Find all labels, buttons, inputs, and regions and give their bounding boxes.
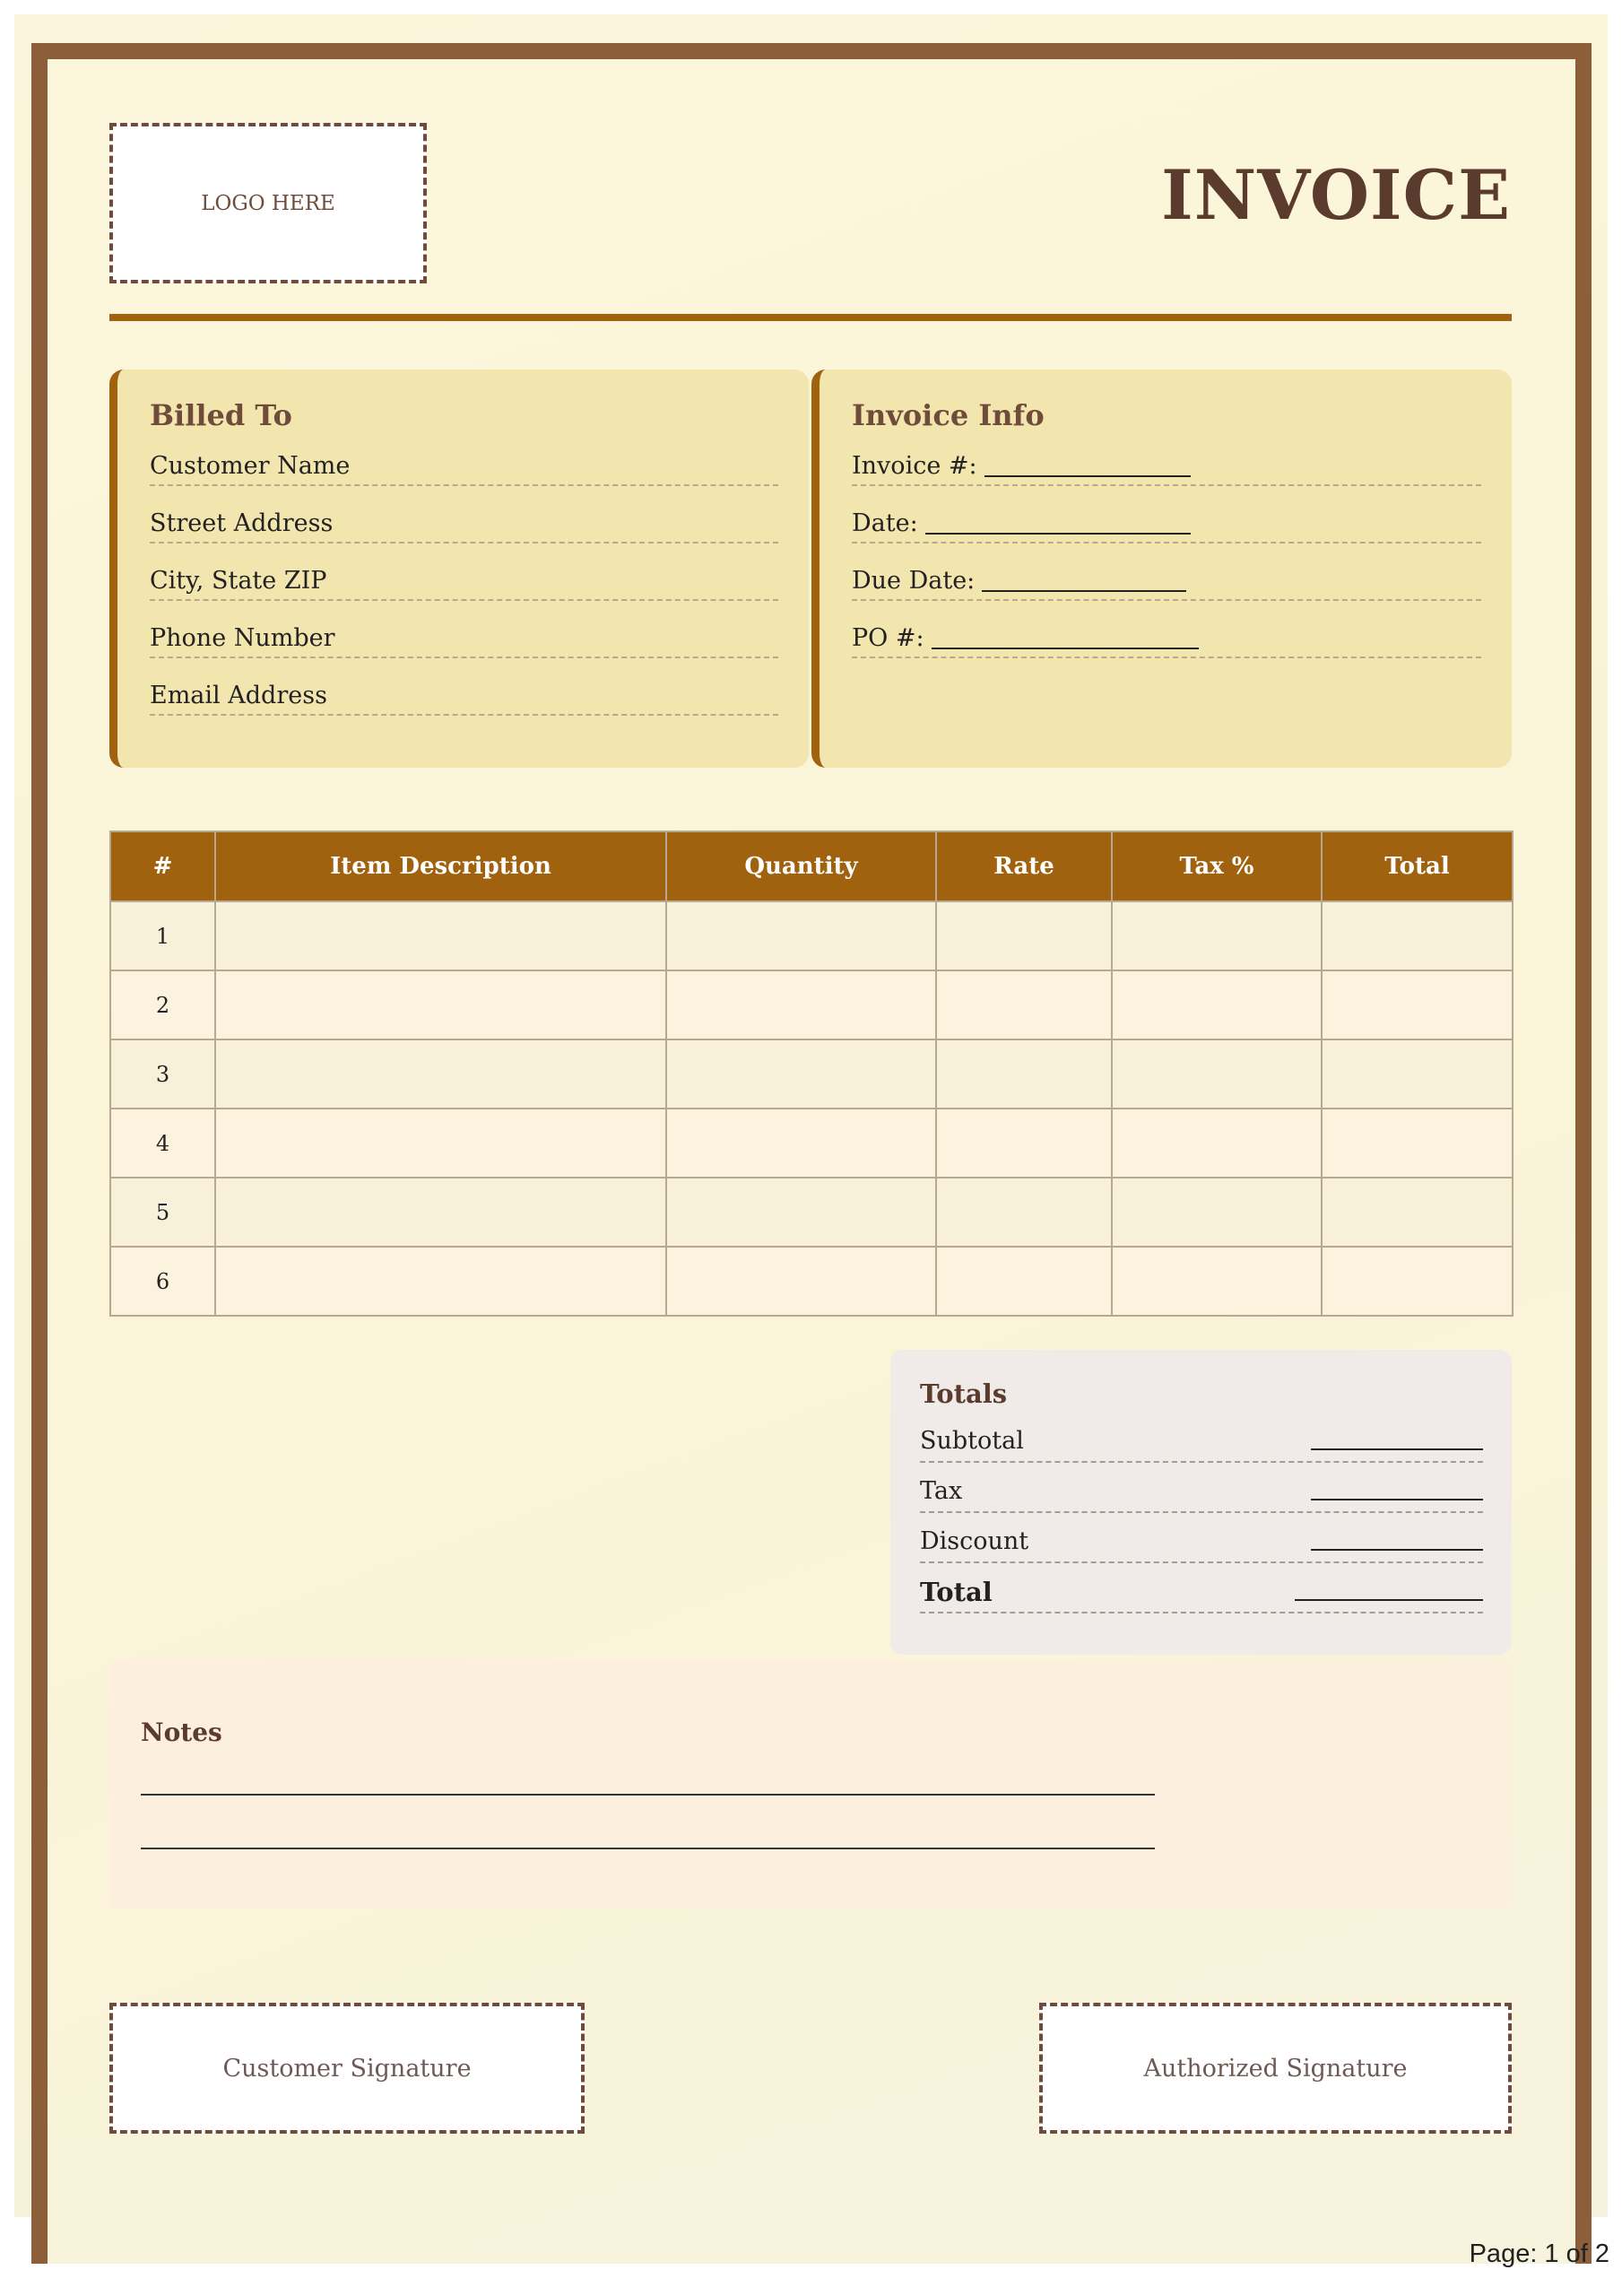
table-row: [110, 1247, 1513, 1316]
billed-to-heading: Billed To: [150, 398, 292, 432]
column-header-quantity: Quantity: [666, 831, 936, 901]
totals-heading: Totals: [920, 1378, 1008, 1409]
logo-placeholder[interactable]: [109, 123, 427, 283]
row-number: 5: [110, 1178, 215, 1247]
subtotal-blank[interactable]: [1311, 1448, 1483, 1450]
rate-cell[interactable]: [936, 1247, 1112, 1316]
tax-cell[interactable]: [1112, 1247, 1322, 1316]
quantity-cell[interactable]: [666, 901, 936, 970]
totals-panel: [890, 1350, 1512, 1655]
table-row: [110, 1109, 1513, 1178]
description-cell[interactable]: [215, 1109, 666, 1178]
tax-cell[interactable]: [1112, 970, 1322, 1039]
quantity-cell[interactable]: [666, 1178, 936, 1247]
description-cell[interactable]: [215, 970, 666, 1039]
row-number: 2: [110, 970, 215, 1039]
column-header-rate: Rate: [936, 831, 1112, 901]
subtotal-row: [920, 1422, 1483, 1463]
po-number-field[interactable]: [852, 621, 1481, 658]
due-date-field[interactable]: [852, 563, 1481, 601]
quantity-cell[interactable]: [666, 970, 936, 1039]
header-divider: [109, 314, 1512, 321]
column-header-description: Item Description: [215, 831, 666, 901]
email-address-field[interactable]: Email Address: [150, 678, 778, 716]
grand-total-row: [920, 1572, 1483, 1613]
quantity-cell[interactable]: [666, 1039, 936, 1109]
notes-section: [109, 1659, 1512, 1909]
logo-placeholder-text: LOGO HERE: [201, 191, 335, 215]
street-address-field[interactable]: Street Address: [150, 506, 778, 544]
invoice-info-panel: [811, 370, 1512, 768]
total-cell[interactable]: [1322, 901, 1513, 970]
description-cell[interactable]: [215, 1039, 666, 1109]
due-date-label: Due Date:: [852, 567, 976, 595]
discount-label: Discount: [920, 1527, 1029, 1555]
discount-row: [920, 1522, 1483, 1563]
rate-cell[interactable]: [936, 901, 1112, 970]
table-row: [110, 1039, 1513, 1109]
tax-cell[interactable]: [1112, 901, 1322, 970]
total-cell[interactable]: [1322, 1039, 1513, 1109]
tax-cell[interactable]: [1112, 1178, 1322, 1247]
po-number-label: PO #:: [852, 624, 924, 652]
invoice-number-label: Invoice #:: [852, 452, 977, 480]
quantity-cell[interactable]: [666, 1247, 936, 1316]
notes-heading: Notes: [141, 1718, 222, 1747]
page-number: Page: 1 of 2: [1469, 2239, 1609, 2268]
date-label: Date:: [852, 509, 918, 537]
due-date-blank[interactable]: [982, 563, 1186, 592]
row-number: 6: [110, 1247, 215, 1316]
table-row: [110, 1178, 1513, 1247]
city-state-zip-field[interactable]: City, State ZIP: [150, 563, 778, 601]
rate-cell[interactable]: [936, 970, 1112, 1039]
tax-label: Tax: [920, 1477, 963, 1505]
description-cell[interactable]: [215, 1247, 666, 1316]
customer-signature-box[interactable]: [109, 2003, 585, 2134]
total-blank[interactable]: [1295, 1599, 1483, 1601]
tax-cell[interactable]: [1112, 1109, 1322, 1178]
rate-cell[interactable]: [936, 1109, 1112, 1178]
notes-line[interactable]: [141, 1794, 1155, 1796]
tax-row: [920, 1472, 1483, 1513]
invoice-number-field[interactable]: [852, 448, 1481, 486]
row-number: 3: [110, 1039, 215, 1109]
total-cell[interactable]: [1322, 1247, 1513, 1316]
table-header-row: [110, 831, 1513, 901]
column-header-tax: Tax %: [1112, 831, 1322, 901]
line-items-table: [109, 831, 1514, 1317]
column-header-number: #: [110, 831, 215, 901]
column-header-total: Total: [1322, 831, 1513, 901]
po-number-blank[interactable]: [932, 621, 1199, 649]
tax-cell[interactable]: [1112, 1039, 1322, 1109]
subtotal-label: Subtotal: [920, 1427, 1024, 1455]
total-cell[interactable]: [1322, 1178, 1513, 1247]
phone-number-field[interactable]: Phone Number: [150, 621, 778, 658]
total-cell[interactable]: [1322, 1109, 1513, 1178]
authorized-signature-box[interactable]: [1039, 2003, 1512, 2134]
date-blank[interactable]: [925, 506, 1191, 535]
discount-blank[interactable]: [1311, 1549, 1483, 1551]
customer-name-field[interactable]: Customer Name: [150, 448, 778, 486]
quantity-cell[interactable]: [666, 1109, 936, 1178]
date-field[interactable]: [852, 506, 1481, 544]
rate-cell[interactable]: [936, 1178, 1112, 1247]
total-cell[interactable]: [1322, 970, 1513, 1039]
invoice-title: INVOICE: [1161, 155, 1511, 235]
invoice-info-heading: Invoice Info: [852, 398, 1045, 432]
rate-cell[interactable]: [936, 1039, 1112, 1109]
notes-line[interactable]: [141, 1848, 1155, 1849]
table-row: [110, 970, 1513, 1039]
authorized-signature-label: Authorized Signature: [1143, 2054, 1408, 2083]
customer-signature-label: Customer Signature: [222, 2054, 472, 2083]
description-cell[interactable]: [215, 901, 666, 970]
table-row: [110, 901, 1513, 970]
tax-blank[interactable]: [1311, 1499, 1483, 1500]
total-label: Total: [920, 1577, 993, 1607]
invoice-number-blank[interactable]: [984, 448, 1191, 477]
billed-to-panel: [109, 370, 809, 768]
row-number: 4: [110, 1109, 215, 1178]
description-cell[interactable]: [215, 1178, 666, 1247]
row-number: 1: [110, 901, 215, 970]
